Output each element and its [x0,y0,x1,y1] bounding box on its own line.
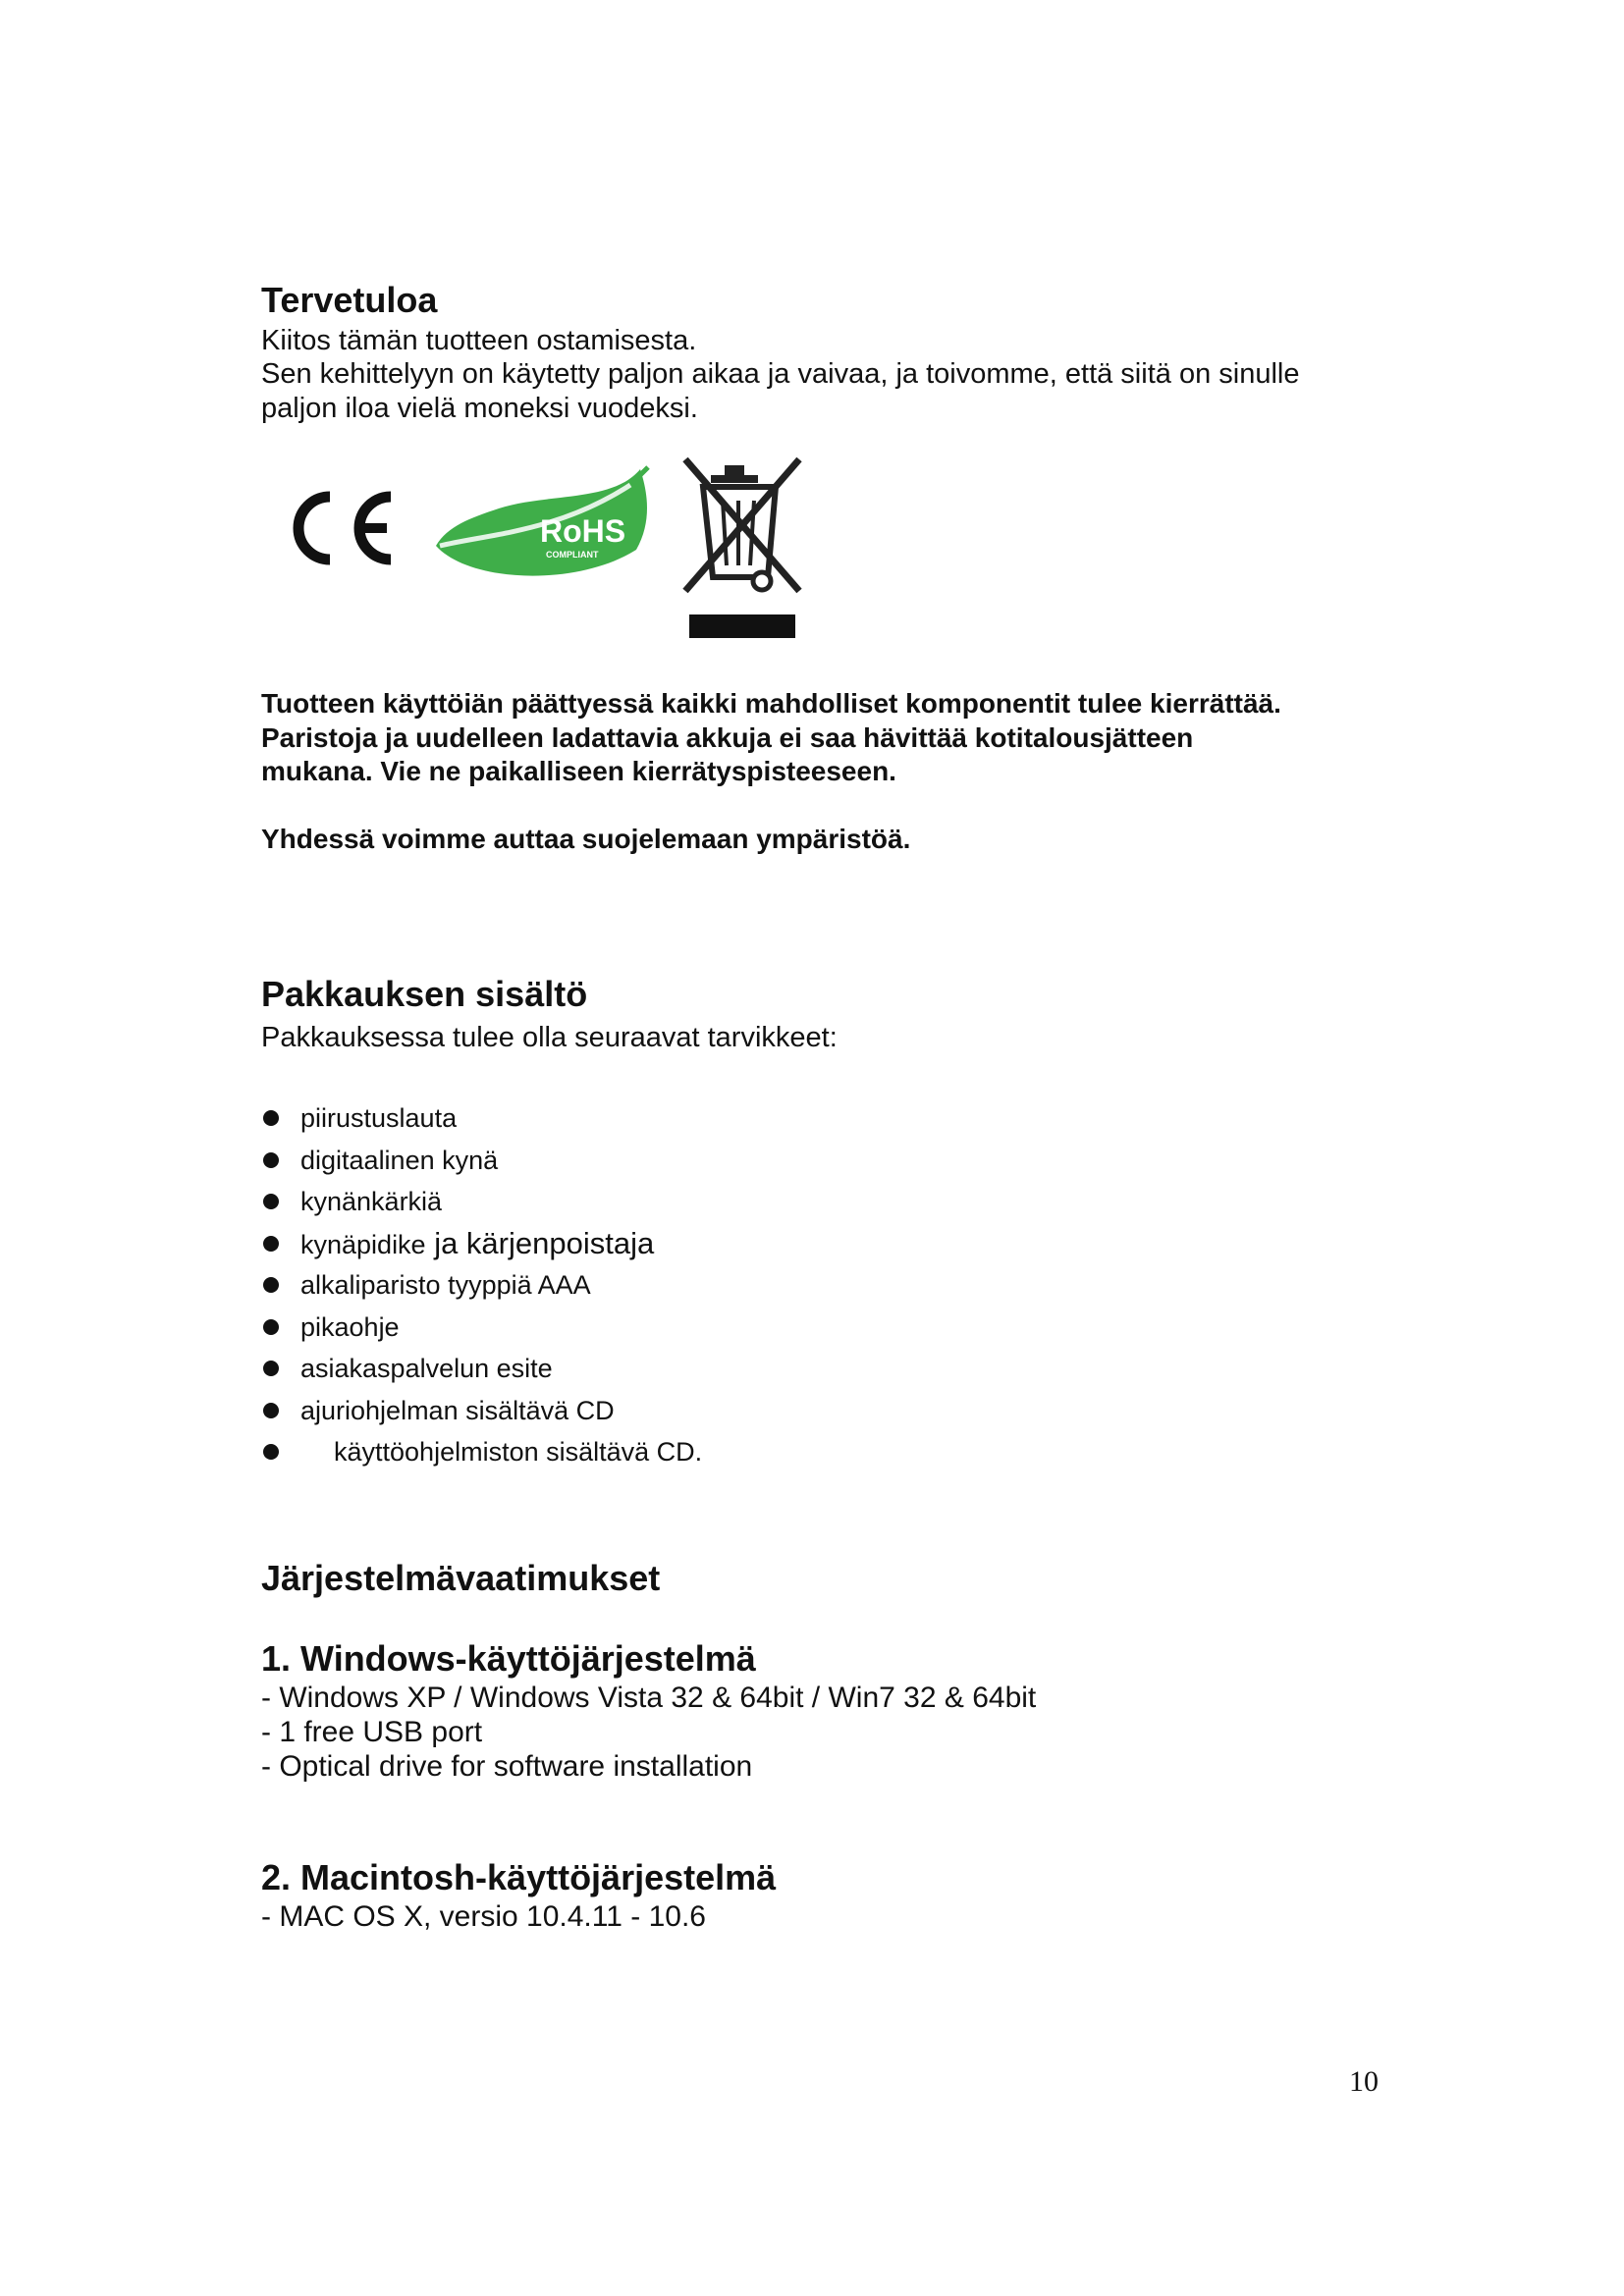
welcome-line-2: Sen kehittelyyn on käytetty paljon aikaa ja vaivaa, ja toivomme, että siitä on sinulle [261,358,1300,390]
crossed-out-wheelie-bin-icon [681,457,803,640]
welcome-title: Tervetuloa [261,280,438,320]
bullet-icon [263,1361,279,1376]
mac-title: 2. Macintosh-käyttöjärjestelmä [261,1857,777,1897]
list-item [259,1223,1143,1265]
bullet-icon [263,1403,279,1418]
bullet-icon [263,1319,279,1335]
list-item-text: asiakaspalvelun esite [300,1354,553,1383]
list-item [259,1348,1143,1390]
list-item-text: digitaalinen kynä [300,1145,499,1175]
contents-list [259,1097,1143,1473]
list-item-text: kynänkärkiä [300,1187,443,1216]
list-item-text: ajuriohjelman sisältävä CD [300,1395,615,1425]
ce-mark-logo [281,487,401,569]
recycling-line-1: Tuotteen käyttöiän päättyessä kaikki mahdolliset komponentit tulee kierrättää. [261,688,1281,719]
list-item [259,1140,1143,1182]
windows-line-3: - Optical drive for software installation [261,1750,753,1783]
list-item-text [300,1223,654,1265]
windows-line-2: - 1 free USB port [261,1716,483,1748]
page-number: 10 [1349,2065,1379,2098]
windows-line-1: - Windows XP / Windows Vista 32 & 64bit / Win7 32 & 64bit [261,1682,1037,1714]
requirements-title: Järjestelmävaatimukset [261,1558,661,1598]
list-item [259,1181,1143,1223]
rohs-subtext: COMPLIANT [546,550,599,560]
bullet-icon [263,1277,279,1293]
certification-logos [277,457,827,644]
list-item-text: alkaliparisto tyyppiä AAA [300,1270,591,1300]
contents-title: Pakkauksen sisältö [261,974,588,1014]
list-item-text: käyttöohjelmiston sisältävä CD. [334,1437,703,1467]
mac-line-1: - MAC OS X, versio 10.4.11 - 10.6 [261,1900,706,1933]
list-item-text-main: kynäpidike [300,1229,426,1259]
list-item [259,1390,1143,1432]
bullet-icon [263,1444,279,1460]
list-item [259,1264,1143,1307]
windows-title: 1. Windows-käyttöjärjestelmä [261,1638,756,1679]
contents-intro: Pakkauksessa tulee olla seuraavat tarvikkeet: [261,1022,838,1053]
list-item-text-tail: ja kärjenpoistaja [425,1225,655,1260]
list-item-text: piirustuslauta [300,1103,458,1133]
welcome-line-1: Kiitos tämän tuotteen ostamisesta. [261,325,697,356]
list-item [259,1097,1143,1140]
rohs-text: RoHS [540,513,626,549]
recycling-line-2: Paristoja ja uudelleen ladattavia akkuja ei saa hävittää kotitalousjätteen [261,722,1194,753]
bullet-icon [263,1110,279,1126]
list-item [259,1431,1143,1473]
list-item [259,1307,1143,1349]
recycling-closing: Yhdessä voimme auttaa suojelemaan ympäristöä. [261,824,911,854]
welcome-line-3: paljon iloa vielä moneksi vuodeksi. [261,393,698,424]
rohs-compliant-logo [430,463,654,589]
bullet-icon [263,1194,279,1209]
bullet-icon [263,1152,279,1168]
list-item-text: pikaohje [300,1311,400,1342]
bullet-icon [263,1236,279,1252]
recycling-line-3: mukana. Vie ne paikalliseen kierrätyspisteeseen. [261,756,896,786]
